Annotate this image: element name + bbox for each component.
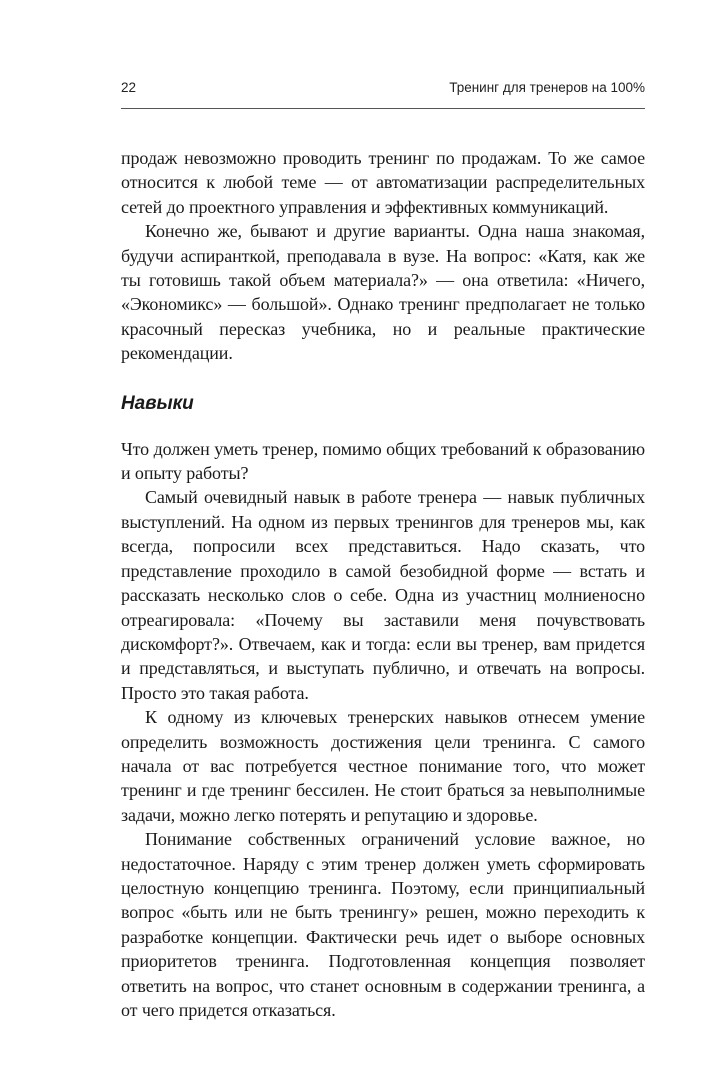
- running-title: Тренинг для тренеров на 100%: [449, 80, 645, 95]
- paragraph: К одному из ключевых тренерских навыков отнесем умение определить возможность достижения цели тренинга. С самого начала от вас потребуется честное понимание того, что может тренинг и где тренинг бессилен. Не стоит браться за невыполнимые задачи, можно легко потерять и репутацию и здоровье.: [121, 707, 645, 825]
- paragraph: Что должен уметь тренер, помимо общих требований к образованию и опыту работы?: [121, 438, 645, 484]
- paragraph: Конечно же, бывают и другие варианты. Одна наша знакомая, будучи аспиранткой, преподавала в вузе. На вопрос: «Катя, как же ты готовишь такой объем материала?» — она ответила: «Ничего, «Экономикс» — большой». Однако тренинг предполагает не только красочный пересказ учебника, но и реальные практические рекомендации.: [121, 221, 645, 364]
- page-number: 22: [121, 80, 137, 95]
- paragraph: Понимание собственных ограничений условие важное, но недостаточное. Наряду с этим тренер должен уметь сформировать целостную концепцию тренинга. Поэтому, если принципиальный вопрос «быть или не быть тренингу» решен, можно переходить к разработке концепции. Фактически речь идет о выборе основных приоритетов тренинга. Подготовленная концепция позволяет ответить на вопрос, что станет основным в содержании тренинга, а от чего придется отказаться.: [121, 829, 645, 1020]
- paragraph: Самый очевидный навык в работе тренера — навык публичных выступлений. На одном из первых тренингов для тренеров мы, как всегда, попросили всех представиться. Надо сказать, что представление проходило в самой безобидной форме — встать и рассказать несколько слов о себе. Одна из участниц молниеносно отреагировала: «Почему вы заставили меня почувствовать дискомфорт?». Отвечаем, как и тогда: если вы тренер, вам придется и представляться, и выступать публично, и отвечать на вопросы. Просто это такая работа.: [121, 487, 645, 703]
- paragraph-continued: продаж невозможно проводить тренинг по продажам. То же самое относится к любой теме — от автоматизации распределительных сетей до проектного управления и эффективных коммуникаций.: [121, 148, 645, 217]
- section-heading: Навыки: [121, 392, 194, 414]
- page-body: [121, 146, 645, 1022]
- header-rule: [121, 108, 645, 109]
- running-header: [121, 80, 645, 95]
